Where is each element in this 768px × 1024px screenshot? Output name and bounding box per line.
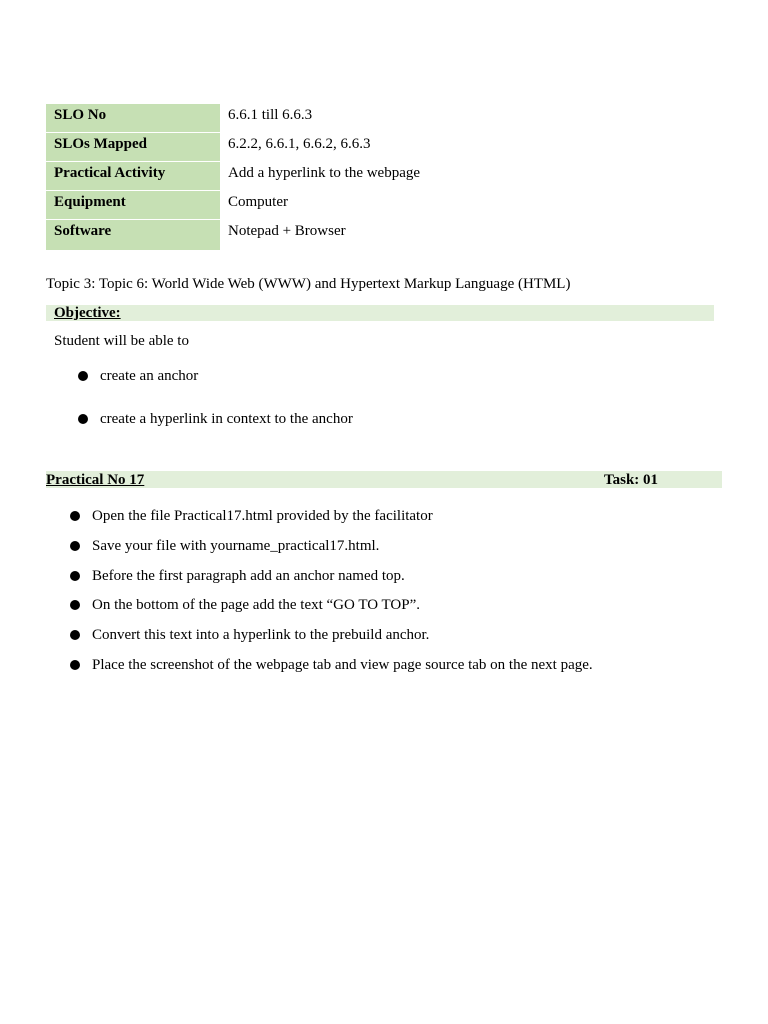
table-row — [46, 104, 528, 133]
step-text: On the bottom of the page add the text “GO TO TOP”. — [92, 597, 421, 613]
bullet-icon — [78, 371, 88, 381]
list-item — [70, 625, 429, 645]
bullet-icon — [70, 571, 80, 581]
slos-mapped-value: 6.2.2, 6.6.1, 6.6.2, 6.6.3 — [220, 133, 528, 162]
practical-activity-value: Add a hyperlink to the webpage — [220, 162, 528, 191]
equipment-label: Equipment — [46, 191, 220, 220]
table-row — [46, 133, 528, 162]
task-label: Task: 01 — [604, 472, 659, 488]
step-text: Place the screenshot of the webpage tab and view page source tab on the next page. — [92, 657, 593, 673]
software-label: Software — [46, 220, 220, 251]
equipment-value: Computer — [220, 191, 528, 220]
bullet-icon — [70, 541, 80, 551]
objective-bar — [46, 305, 714, 321]
list-item — [70, 566, 405, 586]
objective-item — [78, 409, 353, 429]
bullet-icon — [78, 414, 88, 424]
bullet-icon — [70, 600, 80, 610]
topic-heading: Topic 3: Topic 6: World Wide Web (WWW) and Hypertext Markup Language (HTML) — [46, 276, 571, 292]
bullet-icon — [70, 630, 80, 640]
table-row — [46, 220, 528, 251]
list-item — [70, 506, 433, 526]
table-row — [46, 162, 528, 191]
objective-intro: Student will be able to — [54, 333, 189, 349]
objective-item-text: create a hyperlink in context to the anchor — [100, 411, 353, 427]
step-text: Open the file Practical17.html provided by the facilitator — [92, 508, 433, 524]
slos-mapped-label: SLOs Mapped — [46, 133, 220, 162]
list-item — [70, 536, 379, 556]
list-item — [70, 655, 593, 675]
step-text: Before the first paragraph add an anchor named top. — [92, 568, 405, 584]
slo-no-label: SLO No — [46, 104, 220, 133]
bullet-icon — [70, 511, 80, 521]
table-row — [46, 191, 528, 220]
objective-label: Objective: — [54, 305, 121, 321]
software-value: Notepad + Browser — [220, 220, 528, 251]
step-text: Save your file with yourname_practical17.html. — [92, 538, 380, 554]
objective-item — [78, 366, 198, 386]
slo-info-table — [46, 104, 528, 251]
bullet-icon — [70, 660, 80, 670]
step-text: Convert this text into a hyperlink to the prebuild anchor. — [92, 627, 430, 643]
practical-activity-label: Practical Activity — [46, 162, 220, 191]
slo-no-value: 6.6.1 till 6.6.3 — [220, 104, 528, 133]
practical-title: Practical No 17 — [46, 472, 145, 488]
objective-item-text: create an anchor — [100, 368, 199, 384]
list-item — [70, 595, 420, 615]
